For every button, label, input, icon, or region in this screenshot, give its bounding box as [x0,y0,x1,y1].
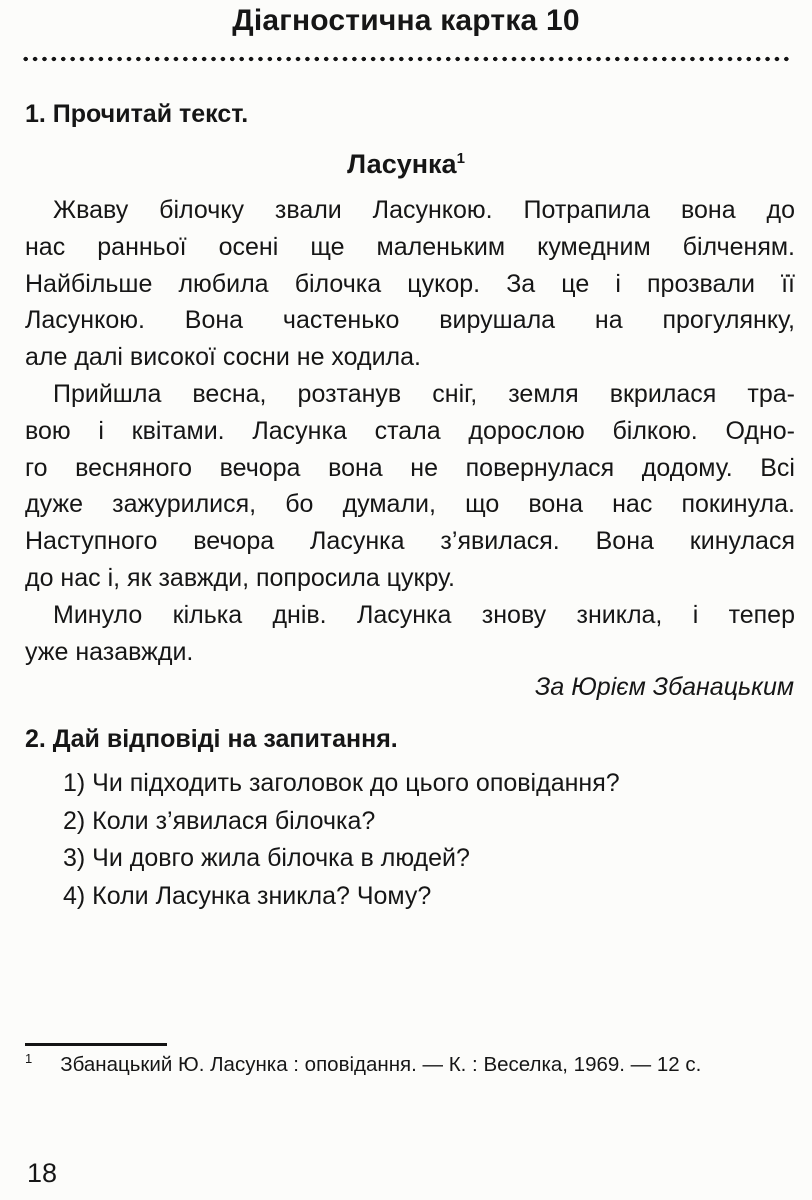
page-title: Діагностична картка 10 [232,4,580,37]
story-line: Жваву білочку звали Ласункою. Потрапила вона до [53,196,795,224]
story-line: але далі високої сосни не ходила. [25,343,421,372]
story-line: Найбільше любила білочка цукор. За це і прозвали її [25,269,795,298]
story-paragraph [25,192,795,376]
page-number: 18 [27,1158,58,1188]
question-item: 2) Коли з’явилася білочка? [63,806,376,835]
story-line: вою і квітами. Ласунка стала дорослою білкою. Одно- [25,416,795,445]
story-line: Прийшла весна, розтанув сніг, земля вкрилася тра- [53,379,795,408]
dotted-divider [21,55,791,63]
story-paragraph [25,597,795,671]
story-line: Ласункою. Вона частенько вирушала на прогулянку, [25,306,795,335]
story-line: до нас і, як завжди, попросила цукру. [25,563,456,592]
story-title-footnote-ref: 1 [456,150,465,167]
task2-heading: 2. Дай відповіді на запитання. [25,725,398,753]
footnote-text: Збанацький Ю. Ласунка : оповідання. — К. : Веселка, 1969. — 12 с. [60,1053,702,1076]
story-line: нас ранньої осені ще маленьким кумедним білченям. [25,232,795,261]
question-item: 4) Коли Ласунка зникла? Чому? [63,881,432,910]
story-line: Минуло кілька днів. Ласунка знову зникла, і тепер [53,600,795,629]
story-title-text: Ласунка [347,149,457,179]
task1-heading: 1. Прочитай текст. [25,100,249,128]
story-attribution: За Юрієм Збанацьким [535,673,794,701]
story-line: дуже зажурилися, бо думали, що вона нас покинула. [25,490,795,519]
question-item: 3) Чи довго жила білочка в людей? [63,844,470,872]
story-text [25,192,795,670]
story-line: го весняного вечора вона не повернулася додому. Всі [25,453,795,482]
story-paragraph [25,376,795,597]
footnote-divider [25,1043,167,1046]
footnote: $^1$ Збанацький Ю. Ласунка : оповідання. — К. : Веселка, 1969. — 12 с. [25,1051,702,1076]
story-line: Наступного вечора Ласунка з’явилася. Вона кинулася [25,527,795,556]
story-line: уже назавжди. [25,637,194,666]
question-item: 1) Чи підходить заголовок до цього оповідання? [63,769,620,797]
story-title [0,149,812,180]
question-list [63,765,793,915]
